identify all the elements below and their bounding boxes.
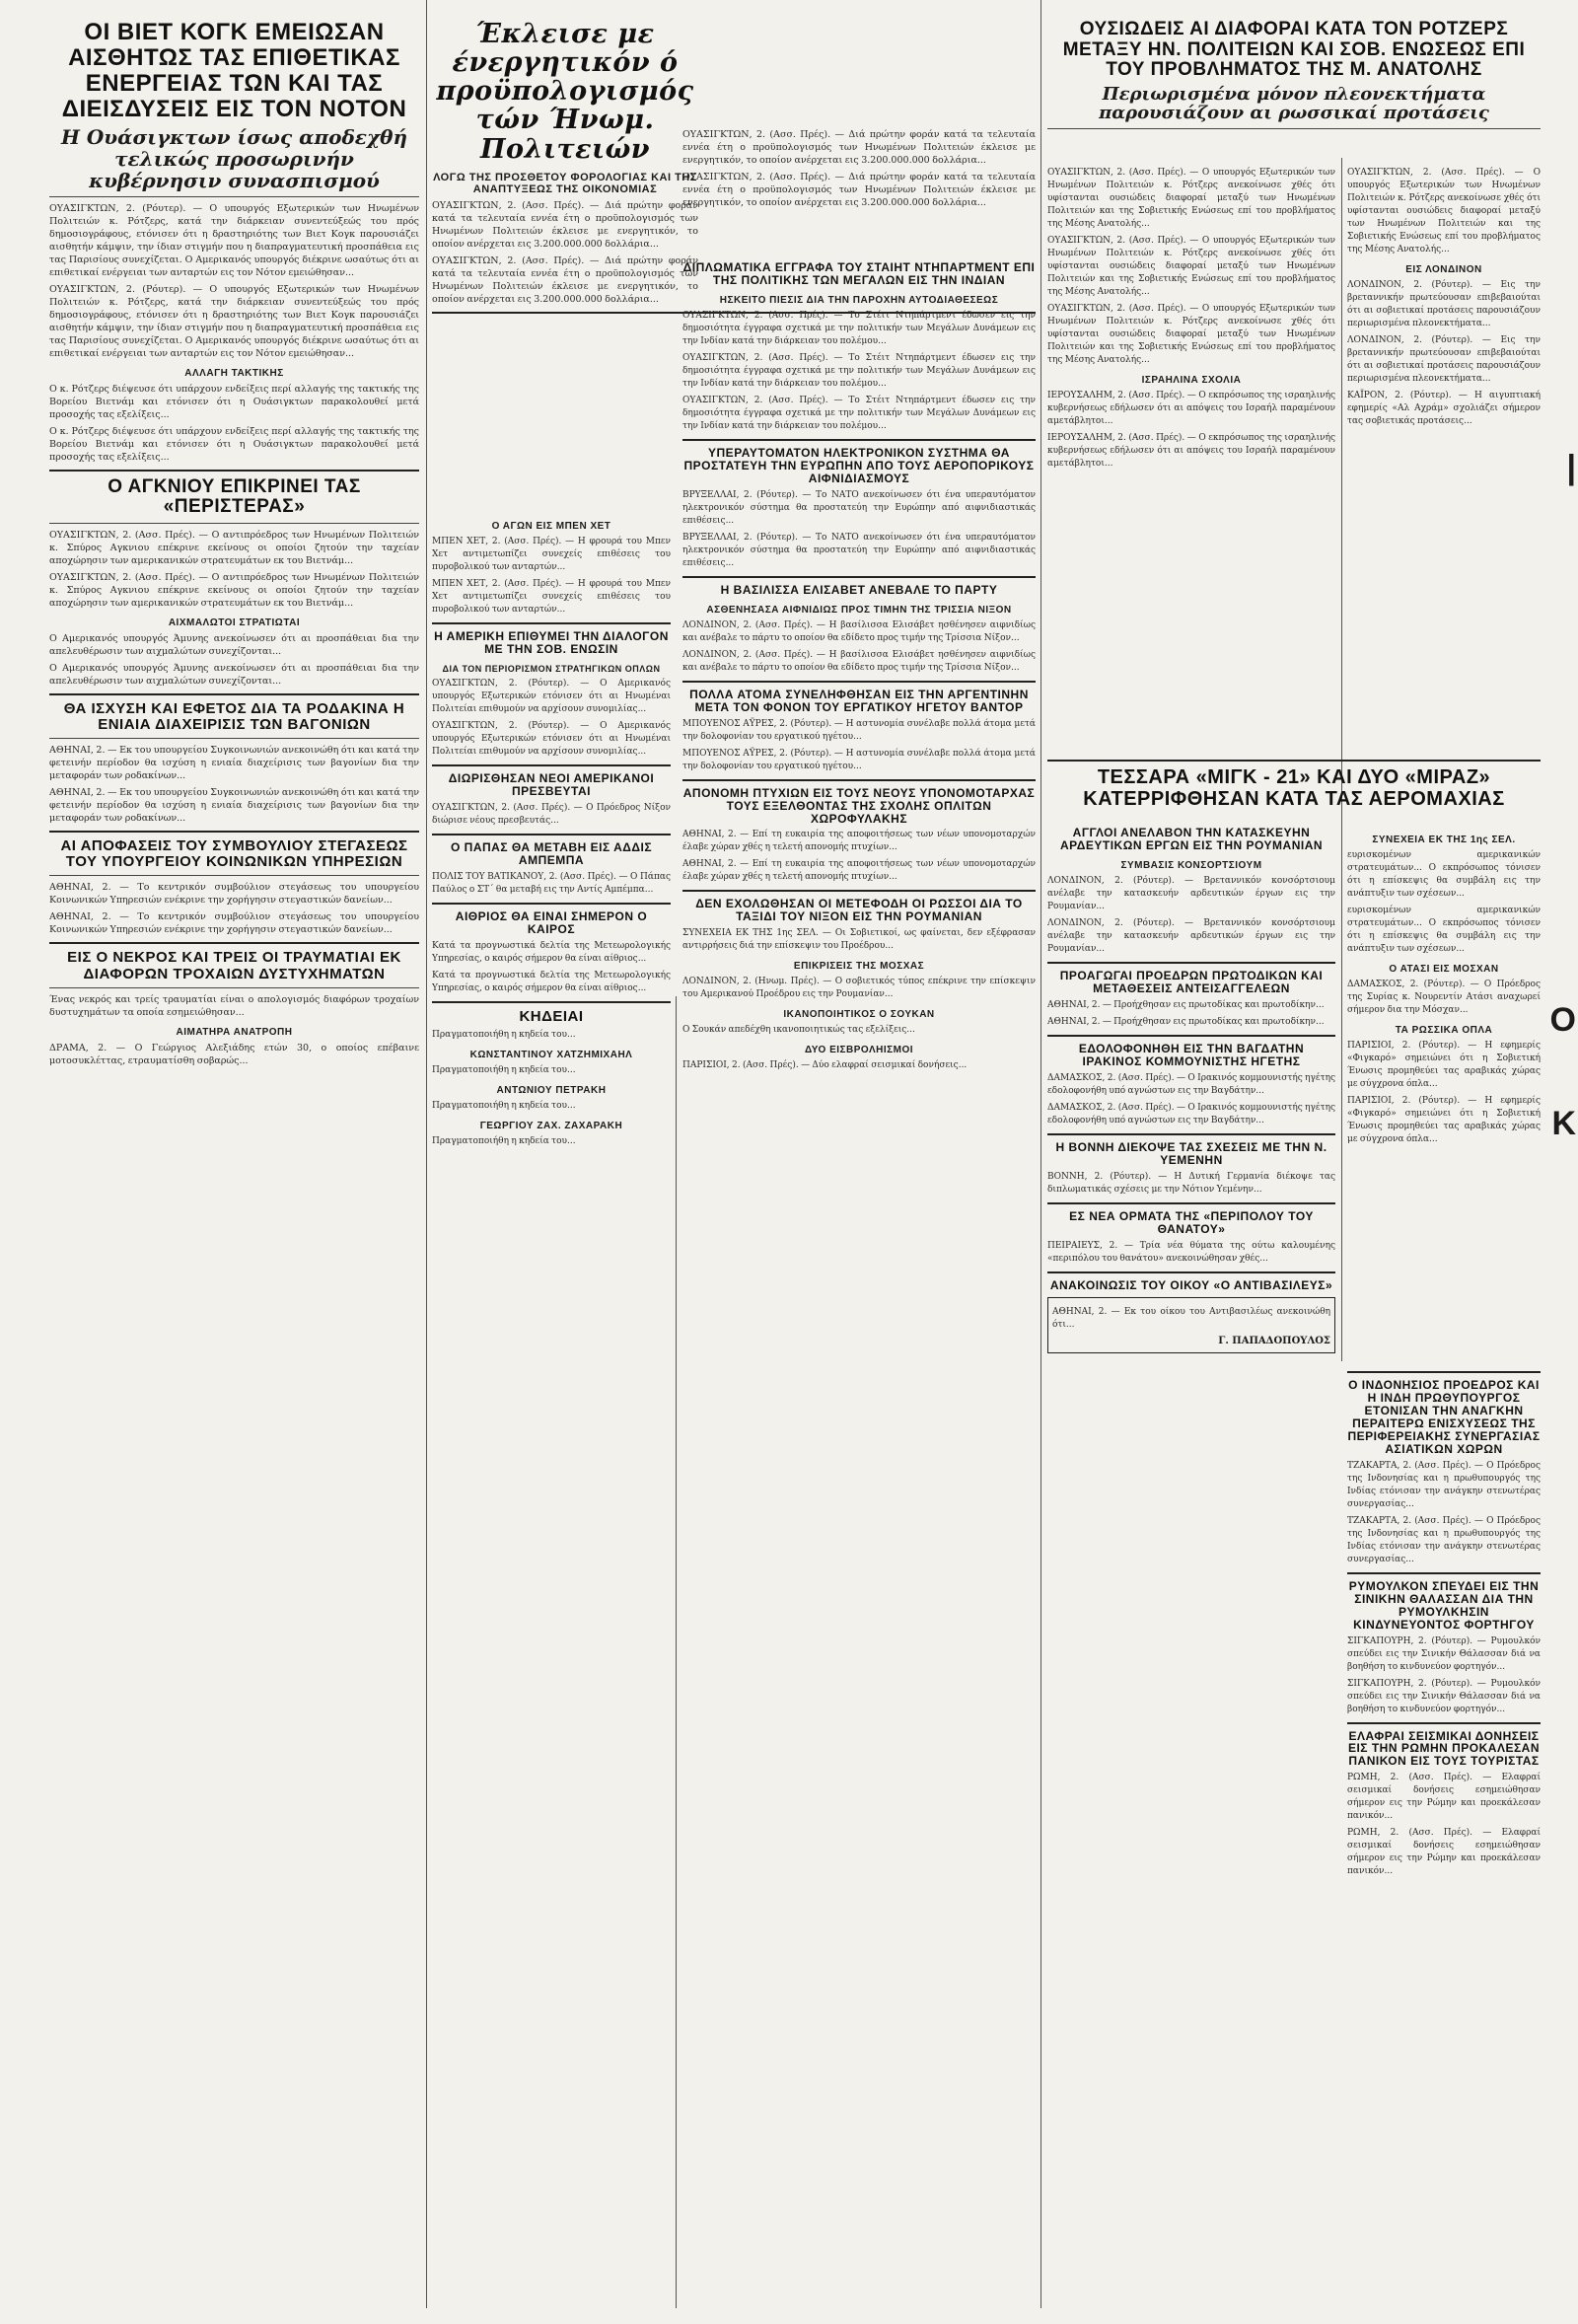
article-body: ΔΑΜΑΣΚΟΣ, 2. (Ασσ. Πρές). — Ο Ιρακινός κομμουνιστής ηγέτης εδολοφονήθη υπό αγνώστων εις την Βαγδάτην... <box>1047 1102 1335 1126</box>
article-body: ΣΙΓΚΑΠΟΥΡΗ, 2. (Ρόυτερ). — Ρυμουλκόν σπεύδει εις την Σινικήν Θάλασσαν διά να βοηθήση το κινδυνεύον φορτηγόν... <box>1347 1678 1541 1714</box>
article-body: ΒΡΥΞΕΛΛΑΙ, 2. (Ρόυτερ). — Το ΝΑΤΟ ανεκοίνωσεν ότι ένα υπεραυτόματον ηλεκτρονικόν σύστημα θα προστατεύη την Ευρώπην από αιφνιδιαστικάς επιθέσεις... <box>682 532 1036 568</box>
article-body: ΟΥΑΣΙΓΚΤΩΝ, 2. (Ασσ. Πρές). — Ο αντιπρόεδρος των Ηνωμένων Πολιτειών κ. Σπύρος Αγκνιου επέκρινε εκείνους οι οποίοι ζητούν την ταχείαν αποχώρησιν των αμερικανικών στρατευμάτων εκ του Βιετνάμ... <box>49 529 419 566</box>
article-body: ΟΥΑΣΙΓΚΤΩΝ, 2. (Ρόυτερ). — Ο υπουργός Εξωτερικών των Ηνωμένων Πολιτειών κ. Ρότζερς, κατά την διάρκειαν συνεντεύξεώς του πρός δημοσιογράφους, ετόνισεν ότι η δραστηριότης των Βιετ Κογκ παρουσιάζει αισθητήν κάμψιν, την ίδιαν στιγμήν που η διαπραγματευτική προσπάθεια εις τας Παρισίους συνεχίζεται. Ο Αμερικανός υπουργός διέκρινε ωσαύτως ότι αι επιθετικαί ενέργειαι των ανταρτών εις τον Νότον εμειώθησαν... <box>49 202 419 278</box>
article-body: ΛΟΝΔΙΝΟΝ, 2. (Ηνωμ. Πρές). — Ο σοβιετικός τύπος επέκρινε την επίσκεψιν του Αμερικανού Προέδρου εις την Ρουμανίαν... <box>682 977 1036 1000</box>
article-body: ΑΘΗΝΑΙ, 2. — Προήχθησαν εις πρωτοδίκας και πρωτοδίκην... <box>1047 999 1325 1010</box>
article-body: ΚΑΪΡΟΝ, 2. (Ρόυτερ). — Η αιγυπτιακή εφημερίς «Αλ Αχράμ» σχολιάζει σήμερον τας σοβιετικάς προτάσεις... <box>1347 391 1541 426</box>
article-body: ΙΕΡΟΥΣΑΛΗΜ, 2. (Ασσ. Πρές). — Ο εκπρόσωπος της ισραηλινής κυβερνήσεως εδήλωσεν ότι αι απόψεις του Ισραήλ παραμένουν αμετάβλητοι... <box>1047 433 1335 469</box>
divider <box>682 576 1036 578</box>
article-body: ΑΘΗΝΑΙ, 2. — Εκ του οίκου του Αντιβασιλέως ανεκοινώθη ότι... <box>1052 1307 1330 1331</box>
headline-russians-nixon: ΔΕΝ ΕΧΟΛΩΘΗΣΑΝ ΟΙ ΜΕΤΕΦΟΔΗ ΟΙ ΡΩΣΣΟΙ ΔΙΑ ΤΟ ΤΑΞΙΔΙ ΤΟΥ ΝΙΞΟΝ ΕΙΣ ΤΗΝ ΡΟΥΜΑΝΙΑΝ <box>695 897 1023 924</box>
divider <box>49 831 419 833</box>
headline-viet-kong: ΟΙ ΒΙΕΤ ΚΟΓΚ ΕΜΕΙΩΣΑΝ ΑΙΣΘΗΤΩΣ ΤΑΣ ΕΠΙΘΕΤΙΚΑΣ ΕΝΕΡΓΕΙΑΣ ΤΩΝ ΚΑΙ ΤΑΣ ΔΙΕΙΣΔΥΣΕΙΣ ΕΙΣ ΤΟΝ ΝΟΤΟΝ <box>61 20 407 122</box>
article-body: ΣΙΓΚΑΠΟΥΡΗ, 2. (Ρόυτερ). — Ρυμουλκόν σπεύδει εις την Σινικήν Θάλασσαν διά να βοηθήση το κινδυνεύον φορτηγόν... <box>1347 1635 1541 1672</box>
article-body: ΜΠΟΥΕΝΟΣ ΑΫΡΕΣ, 2. (Ρόυτερ). — Η αστυνομία συνέλαβε πολλά άτομα μετά την δολοφονίαν του εργατικού ηγέτου... <box>682 718 1036 742</box>
headline-deck: ΗΣΚΕΙΤΟ ΠΙΕΣΙΣ ΔΙΑ ΤΗΝ ΠΑΡΟΧΗΝ ΑΥΤΟΔΙΑΘΕΣΕΩΣ <box>719 294 999 306</box>
article-body: ΡΩΜΗ, 2. (Ασσ. Πρές). — Ελαφραί σεισμικαί δονήσεις εσημειώθησαν σήμερον εις την Ρώμην και προεκάλεσαν πανικόν... <box>1347 1773 1541 1822</box>
section-subhead: ΕΠΙΚΡΙΣΕΙΣ ΤΗΣ ΜΟΣΧΑΣ <box>793 961 925 973</box>
article-body: Κατά τα προγνωστικά δελτία της Μετεωρολογικής Υπηρεσίας, ο καιρός σήμερον θα είναι αίθριος... <box>432 940 671 964</box>
headline-regent-announcement: ΑΝΑΚΟΙΝΩΣΙΣ ΤΟΥ ΟΙΚΟΥ «Ο ΑΝΤΙΒΑΣΙΛΕΥΣ» <box>1049 1277 1333 1292</box>
article-body: ΟΥΑΣΙΓΚΤΩΝ, 2. (Ρόυτερ). — Ο Αμερικανός υπουργός Εξωτερικών ετόνισεν ότι αι Ηνωμέναι Πολιτείαι επιθυμούν να αρχίσουν συνομιλίας... <box>432 720 671 757</box>
article-body: ΣΥΝΕΧΕΙΑ ΕΚ ΤΗΣ 1ης ΣΕΛ. — Οι Σοβιετικοί, ως φαίνεται, δεν εξέφρασαν αντιρρήσεις διά την επίσκεψιν του Προέδρου... <box>682 928 1036 952</box>
article-body: ΛΟΝΔΙΝΟΝ, 2. (Ρόυτερ). — Εις την βρεταννικήν πρωτεύουσαν επιβεβαιούται ότι αι σοβιετικαί προτάσεις παρουσιάζουν περιωρισμένα πλεονεκτήματα... <box>1347 280 1541 328</box>
article-body: ΟΥΑΣΙΓΚΤΩΝ, 2. (Ασσ. Πρές). — Διά πρώτην φοράν κατά τα τελευταία εννέα έτη ο προϋπολογισμός των Ηνωμένων Πολιτειών έκλεισε με ενεργητικόν, το οποίον ανέρχεται εις 3.200.000.000 δολλάρια... <box>682 129 1036 166</box>
article-body: Πραγματοποιήθη η κηδεία του... <box>432 1029 576 1040</box>
column-2-lower <box>682 261 1036 2308</box>
divider <box>1047 962 1335 964</box>
article-body: ΜΠΕΝ ΧΕΤ, 2. (Ασσ. Πρές). — Η φρουρά του Μπεν Χετ αντιμετωπίζει συνεχείς επιθέσεις του πυροβολικού των ανταρτών... <box>432 579 671 615</box>
article-body: Ο Αμερικανός υπουργός Άμυνης ανεκοίνωσεν ότι αι προσπάθειαι δια την απελευθέρωσιν των αιχμαλώτων συνεχίζονται... <box>49 662 419 687</box>
divider <box>682 779 1036 781</box>
headline-peaches: ΘΑ ΙΣΧΥΣΗ ΚΑΙ ΕΦΕΤΟΣ ΔΙΑ ΤΑ ΡΟΔΑΚΙΝΑ Η ΕΝΙΑΙΑ ΔΙΑΧΕΙΡΙΣΙΣ ΤΩΝ ΒΑΓΟΝΙΩΝ <box>63 699 405 733</box>
headline-traffic-accidents: ΕΙΣ Ο ΝΕΚΡΟΣ ΚΑΙ ΤΡΕΙΣ ΟΙ ΤΡΑΥΜΑΤΙΑΙ ΕΚ ΔΙΑΦΟΡΩΝ ΤΡΟΧΑΙΩΝ ΔΥΣΤΥΧΗΜΑΤΩΝ <box>67 949 401 982</box>
article-body: ΔΑΜΑΣΚΟΣ, 2. (Ρόυτερ). — Ο Πρόεδρος της Συρίας κ. Νουρεντίν Ατάσι αναχωρεί σήμερον δια την Μόσχαν... <box>1347 980 1541 1015</box>
section-subhead: ΙΚΑΝΟΠΟΙΗΤΙΚΟΣ Ο ΣΟΥΚΑΝ <box>783 1009 935 1021</box>
divider <box>682 890 1036 892</box>
column-4-lower <box>1347 1371 1541 2308</box>
divider <box>49 693 419 695</box>
article-body: Ένας νεκρός και τρείς τραυματίαι είναι ο απολογισμός διαφόρων τροχαίων δυστυχημάτων τα οποία εσημειώθησαν... <box>49 993 419 1018</box>
article-body: ΜΠΕΝ ΧΕΤ, 2. (Ασσ. Πρές). — Η φρουρά του Μπεν Χετ αντιμετωπίζει συνεχείς επιθέσεις του πυροβολικού των ανταρτών... <box>432 537 671 572</box>
headline-new-ambassadors: ΔΙΩΡΙΣΘΗΣΑΝ ΝΕΟΙ ΑΜΕΡΙΚΑΝΟΙ ΠΡΕΣΒΕΥΤΑΙ <box>448 770 655 798</box>
headline-iraqi-communist: ΕΔΟΛΟΦΟΝΗΘΗ ΕΙΣ ΤΗΝ ΒΑΓΔΑΤΗΝ ΙΡΑΚΙΝΟΣ ΚΟΜΜΟΥΝΙΣΤΗΣ ΗΓΕΤΗΣ <box>1078 1041 1305 1068</box>
headline-gendarmerie: ΑΠΟΝΟΜΗ ΠΤΥΧΙΩΝ ΕΙΣ ΤΟΥΣ ΝΕΟΥΣ ΥΠΟΝΟΜΟΤΑΡΧΑΣ ΤΟΥΣ ΕΞΕΛΘΟΝΤΑΣ ΤΗΣ ΣΧΟΛΗΣ ΟΠΛΙΤΩΝ ΧΩΡΟΦΥΛΑΚΗΣ <box>682 785 1036 826</box>
headline-indonesia-india: Ο ΙΝΔΟΝΗΣΙΟΣ ΠΡΟΕΔΡΟΣ ΚΑΙ Η ΙΝΔΗ ΠΡΩΘΥΠΟΥΡΓΟΣ ΕΤΟΝΙΣΑΝ ΤΗΝ ΑΝΑΓΚΗΝ ΠΕΡΑΙΤΕΡΩ ΕΝΙΣΧΥΣΕΩΣ ΤΗΣ ΠΕΡΙΦΕΡΕΙΑΚΗΣ ΣΥΝΕΡΓΑΣΙΑΣ ΑΣΙΑΤΙΚΩΝ ΧΩΡΩΝ <box>1347 1378 1541 1456</box>
divider <box>1047 1035 1335 1037</box>
article-body: ΤΖΑΚΑΡΤΑ, 2. (Ασσ. Πρές). — Ο Πρόεδρος της Ινδονησίας και η πρωθυπουργός της Ινδίας ετόνισαν την ανάγκην στενωτέρας συνεργασίας... <box>1347 1515 1541 1564</box>
headline-english-irrigation: ΑΓΓΛΟΙ ΑΝΕΛΑΒΟΝ ΤΗΝ ΚΑΤΑΣΚΕΥΗΝ ΑΡΔΕΥΤΙΚΩΝ ΕΡΓΩΝ ΕΙΣ ΤΗΝ ΡΟΥΜΑΝΙΑΝ <box>1059 827 1324 852</box>
divider <box>49 470 419 472</box>
column-3-lower-right <box>1347 827 1541 1359</box>
article-body: ΟΥΑΣΙΓΚΤΩΝ, 2. (Ρόυτερ). — Ο υπουργός Εξωτερικών των Ηνωμένων Πολιτειών κ. Ρότζερς, κατά την διάρκειαν συνεντεύξεώς του πρός δημοσιογράφους, ετόνισεν ότι η δραστηριότης των Βιετ Κογκ παρουσιάζει αισθητήν κάμψιν, την ίδιαν στιγμήν που η διαπραγματευτική προσπάθεια εις τας Παρισίους συνεχίζεται. Ο Αμερικανός υπουργός διέκρινε ωσαύτως ότι αι επιθετικαί ενέργειαι των ανταρτών εις τον Νότον εμειώθησαν... <box>49 283 419 359</box>
subheadline-soviet-proposals: Περιωρισμένα μόνον πλεονεκτήματα παρουσιάζουν αι ρωσσικαί προτάσεις <box>1099 83 1489 124</box>
section-subhead: ΑΙΜΑΤΗΡΑ ΑΝΑΤΡΟΠΗ <box>176 1026 293 1038</box>
article-body: Ο κ. Ρότζερς διέψευσε ότι υπάρχουν ενδείξεις περί αλλαγής της τακτικής της Βορείου Βιετνάμ και ετόνισεν ότι η Ουάσιγκτων παρακολουθεί μετά προσοχής τας εξελίξεις... <box>49 425 419 463</box>
headline-bonn-yemen: Η ΒΟΝΝΗ ΔΙΕΚΟΨΕ ΤΑΣ ΣΧΕΣΕΙΣ ΜΕ ΤΗΝ Ν. ΥΕΜΕΝΗΝ <box>1055 1139 1327 1167</box>
article-body: ευρισκομένων αμερικανικών στρατευμάτων... Ο εκπρόσωπος τόνισεν ότι η επίσκεψις θα συμβάλη εις την ανάπτυξιν των σχέσεων... <box>1347 906 1541 954</box>
article-body: Πραγματοποιήθη η κηδεία του... <box>432 1135 576 1146</box>
headline-deck: ΔΙΑ ΤΟΝ ΠΕΡΙΟΡΙΣΜΟΝ ΣΤΡΑΤΗΓΙΚΩΝ ΟΠΛΩΝ <box>442 663 661 674</box>
article-body: ΟΥΑΣΙΓΚΤΩΝ, 2. (Ασσ. Πρές). — Ο υπουργός Εξωτερικών των Ηνωμένων Πολιτειών κ. Ρότζερς ανεκοίνωσε χθές ότι υφίστανται ουσιώδεις διαφοραί μεταξύ των Ηνωμένων Πολιτειών και της Σοβιετικής Ενώσεως επί του προβλήματος της Μέσης Ανατολής... <box>1047 168 1335 229</box>
article-body: ΑΘΗΝΑΙ, 2. — Εκ του υπουργείου Συγκοινωνιών ανεκοινώθη ότι και κατά την φετεινήν περίοδον θα ισχύση η ενιαία διαχείρισις των βαγονίων δια την μεταφοράν των ροδακίνων... <box>49 787 419 825</box>
column-divider <box>1040 0 1041 2308</box>
article-body: ΟΥΑΣΙΓΚΤΩΝ, 2. (Ασσ. Πρές). — Ο υπουργός Εξωτερικών των Ηνωμένων Πολιτειών κ. Ρότζερς ανεκοίνωσε χθές ότι υφίστανται ουσιώδεις διαφοραί μεταξύ των Ηνωμένων Πολιτειών και της Σοβιετικής Ενώσεως επί του προβλήματος της Μέσης Ανατολής... <box>1047 304 1335 365</box>
funeral-name: ΚΩΝΣΤΑΝΤΙΝΟΥ ΧΑΤΖΗΜΙΧΑΗΛ <box>469 1049 633 1060</box>
column-3-lower-left <box>1047 827 1335 2306</box>
section-subhead: Ο ΑΓΩΝ ΕΙΣ ΜΠΕΝ ΧΕΤ <box>491 521 611 532</box>
article-body: ΑΘΗΝΑΙ, 2. — Επί τη ευκαιρία της αποφοιτήσεως των νέων υπονομοταρχών έλαβε χώραν χθές η τελετή απονομής πτυχίων... <box>682 859 1036 883</box>
article-body: Κατά τα προγνωστικά δελτία της Μετεωρολογικής Υπηρεσίας, ο καιρός σήμερον θα είναι αίθριος... <box>432 970 671 993</box>
article-body: ΑΘΗΝΑΙ, 2. — Προήχθησαν εις πρωτοδίκας και πρωτοδίκην... <box>1047 1016 1325 1027</box>
funeral-name: ΑΝΤΩΝΙΟΥ ΠΕΤΡΑΚΗ <box>496 1084 607 1096</box>
article-body: ΛΟΝΔΙΝΟΝ, 2. (Ρόυτερ). — Βρεταννικόν κονσόρτσιουμ ανέλαβε την κατασκευήν αρδευτικών έργων εις την Ρουμανίαν... <box>1047 875 1335 911</box>
article-body: ΑΘΗΝΑΙ, 2. — Το κεντρικόν συμβούλιον στεγάσεως του υπουργείου Κοινωνικών Υπηρεσιών ενέκρινε την χορήγησιν στεγαστικών δανείων... <box>49 911 419 936</box>
divider <box>49 196 419 197</box>
divider <box>1347 1722 1541 1724</box>
headline-deck: ΣΥΜΒΑΣΙΣ ΚΟΝΣΟΡΤΣΙΟΥΜ <box>1120 859 1262 871</box>
headline-promotions: ΠΡΟΑΓΩΓΑΙ ΠΡΟΕΔΡΩΝ ΠΡΩΤΟΔΙΚΩΝ ΚΑΙ ΜΕΤΑΘΕΣΕΙΣ ΑΝΤΕΙΣΑΓΓΕΛΕΩΝ <box>1059 968 1324 995</box>
byline: Γ. ΠΑΠΑΔΟΠΟΥΛΟΣ <box>1218 1336 1330 1347</box>
article-body: ΟΥΑΣΙΓΚΤΩΝ, 2. (Ασσ. Πρές). — Ο αντιπρόεδρος των Ηνωμένων Πολιτειών κ. Σπύρος Αγκνιου επέκρινε εκείνους οι οποίοι ζητούν την ταχείαν αποχώρησιν των αμερικανικών στρατευμάτων εκ του Βιετνάμ... <box>49 571 419 609</box>
article-body: ΠΑΡΙΣΙΟΙ, 2. (Ασσ. Πρές). — Δύο ελαφραί σεισμικαί δονήσεις... <box>682 1060 968 1071</box>
headline-deck: ΛΟΓΩ ΤΗΣ ΠΡΟΣΘΕΤΟΥ ΦΟΡΟΛΟΓΙΑΣ ΚΑΙ ΤΗΣ ΑΝΑΠΤΥΞΕΩΣ ΤΗΣ ΟΙΚΟΝΟΜΙΑΣ <box>433 171 697 195</box>
headline-rome-earthquake: ΕΛΑΦΡΑΙ ΣΕΙΣΜΙΚΑΙ ΔΟΝΗΣΕΙΣ ΕΙΣ ΤΗΝ ΡΩΜΗΝ ΠΡΟΚΑΛΕΣΑΝ ΠΑΝΙΚΟΝ ΕΙΣ ΤΟΥΣ ΤΟΥΡΙΣΤΑΣ <box>1347 1728 1541 1769</box>
headline-migs-mirages: ΤΕΣΣΑΡΑ «ΜΙΓΚ - 21» ΚΑΙ ΔΥΟ «ΜΙΡΑΖ» ΚΑΤΕΡΡΙΦΘΗΣΑΝ ΚΑΤΑ ΤΑΣ ΑΕΡΟΜΑΧΙΑΣ <box>1083 766 1505 810</box>
block-migs <box>1047 760 1541 819</box>
divider <box>1047 760 1541 762</box>
article-body: Ο κ. Ρότζερς διέψευσε ότι υπάρχουν ενδείξεις περί αλλαγής της τακτικής της Βορείου Βιετνάμ και ετόνισεν ότι η Ουάσιγκτων παρακολουθεί μετά προσοχής τας εξελίξεις... <box>49 383 419 420</box>
article-body: ΟΥΑΣΙΓΚΤΩΝ, 2. (Ασσ. Πρές). — Ο υπουργός Εξωτερικών των Ηνωμένων Πολιτειών κ. Ρότζερς ανεκοίνωσε χθές ότι υφίστανται ουσιώδεις διαφοραί μεταξύ των Ηνωμένων Πολιτειών και της Σοβιετικής Ενώσεως επί του προβλήματος της Μέσης Ανατολής... <box>1047 236 1335 297</box>
article-body: ΑΘΗΝΑΙ, 2. — Το κεντρικόν συμβούλιον στεγάσεως του υπουργείου Κοινωνικών Υπηρεσιών ενέκρινε την χορήγησιν στεγαστικών δανείων... <box>49 882 419 907</box>
article-body: ΟΥΑΣΙΓΚΤΩΝ, 2. (Ασσ. Πρές). — Διά πρώτην φοράν κατά τα τελευταία εννέα έτη ο προϋπολογισμός των Ηνωμένων Πολιτειών έκλεισε με ενεργητικόν, το οποίον ανέρχεται εις 3.200.000.000 δολλάρια... <box>682 172 1036 208</box>
headline-queen-elizabeth: Η ΒΑΣΙΛΙΣΣΑ ΕΛΙΣΑΒΕΤ ΑΝΕΒΑΛΕ ΤΟ ΠΑΡΤΥ <box>720 582 998 597</box>
headline-us-budget: Έκλεισε με ένεργητικόν ό προϋπολογισμός τών Ήνωμ. Πολιτειών <box>436 20 694 165</box>
article-body: ΔΑΜΑΣΚΟΣ, 2. (Ασσ. Πρές). — Ο Ιρακινός κομμουνιστής ηγέτης εδολοφονήθη υπό αγνώστων εις την Βαγδάτην... <box>1047 1072 1335 1096</box>
column-divider <box>426 0 427 2308</box>
section-subhead: Ο ΑΤΑΣΙ ΕΙΣ ΜΟΣΧΑΝ <box>1389 964 1499 975</box>
section-subhead: ΑΛΛΑΓΗ ΤΑΚΤΙΚΗΣ <box>184 367 284 379</box>
funeral-name: ΓΕΩΡΓΙΟΥ ΖΑΧ. ΖΑΧΑΡΑΚΗ <box>479 1120 623 1131</box>
trimmed-edge-letter: | <box>1566 449 1576 486</box>
divider <box>49 987 419 988</box>
divider <box>1347 1572 1541 1574</box>
section-subhead: ΤΑ ΡΩΣΣΙΚΑ ΟΠΛΑ <box>1395 1025 1493 1036</box>
section-subhead: ΙΣΡΑΗΛΙΝΑ ΣΧΟΛΙΑ <box>1141 375 1242 386</box>
headline-death-patrol: ΕΣ ΝΕΑ ΟΡΜΑΤΑ ΤΗΣ «ΠΕΡΙΠΟΛΟΥ ΤΟΥ ΘΑΝΑΤΟΥ» <box>1069 1208 1314 1236</box>
column-1 <box>49 20 419 2308</box>
article-body: Ο Σουκάν απεδέχθη ικανοποιητικώς τας εξελίξεις... <box>682 1025 915 1036</box>
article-body: ΠΟΛΙΣ ΤΟΥ ΒΑΤΙΚΑΝΟΥ, 2. (Ασσ. Πρές). — Ο Πάπας Παύλος ο ΣΤ΄ θα μεταβή εις την Αντίς Αμπέμπα... <box>432 871 671 895</box>
divider <box>1347 1371 1541 1373</box>
divider <box>1047 128 1541 129</box>
section-subhead: ΔΥΟ ΕΙΣΒΡΟΛΗΙΣΜΟΙ <box>804 1045 914 1056</box>
headline-weather: ΑΙΘΡΙΟΣ ΘΑ ΕΙΝΑΙ ΣΗΜΕΡΟΝ Ο ΚΑΙΡΟΣ <box>455 908 648 936</box>
divider <box>1047 1202 1335 1204</box>
trimmed-edge-letter: K <box>1551 1105 1576 1142</box>
headline-pope: Ο ΠΑΠΑΣ ΘΑ ΜΕΤΑΒΗ ΕΙΣ ΑΔΔΙΣ ΑΜΠΕΜΠΑ <box>450 839 653 867</box>
section-subhead: ΑΙΧΜΑΛΩΤΟΙ ΣΤΡΑΤΙΩΤΑΙ <box>168 617 301 628</box>
article-body: ΟΥΑΣΙΓΚΤΩΝ, 2. (Ρόυτερ). — Ο Αμερικανός υπουργός Εξωτερικών ετόνισεν ότι αι Ηνωμέναι Πολιτείαι επιθυμούν να αρχίσουν συνομιλίας... <box>432 678 671 714</box>
article-body: ΒΡΥΞΕΛΛΑΙ, 2. (Ρόυτερ). — Το ΝΑΤΟ ανεκοίνωσεν ότι ένα υπεραυτόματον ηλεκτρονικόν σύστημα θα προστατεύη την Ευρώπην από αιφνιδιαστικάς επιθέσεις... <box>682 489 1036 526</box>
article-body: ΟΥΑΣΙΓΚΤΩΝ, 2. (Ασσ. Πρές). — Διά πρώτην φοράν κατά τα τελευταία εννέα έτη ο προϋπολογισμός των Ηνωμένων Πολιτειών έκλεισε με ενεργητικόν, το οποίον ανέρχεται εις 3.200.000.000 δολλάρια... <box>432 199 698 250</box>
article-body: ΠΑΡΙΣΙΟΙ, 2. (Ρόυτερ). — Η εφημερίς «Φιγκαρό» σημειώνει ότι η Σοβιετική Ένωσις προμηθεύει τας αραβικάς χώρας με σύγχρονα όπλα... <box>1347 1096 1541 1144</box>
headline-funerals: ΚΗΔΕΙΑΙ <box>519 1007 584 1025</box>
article-body: ΟΥΑΣΙΓΚΤΩΝ, 2. (Ασσ. Πρές). — Διά πρώτην φοράν κατά τα τελευταία εννέα έτη ο προϋπολογισμός των Ηνωμένων Πολιτειών έκλεισε με ενεργητικόν, το οποίον ανέρχεται εις 3.200.000.000 δολλάρια... <box>432 254 698 305</box>
headline-state-department: ΔΙΠΛΩΜΑΤΙΚΑ ΕΓΓΡΑΦΑ ΤΟΥ ΣΤΑΙΗΤ ΝΤΗΠΑΡΤΜΕΝΤ ΕΠΙ ΤΗΣ ΠΟΛΙΤΙΚΗΣ ΤΩΝ ΜΕΓΑΛΩΝ ΕΙΣ ΤΗΝ ΙΝΔΙΑΝ <box>682 261 1036 287</box>
column-3-right <box>1347 163 1541 794</box>
divider <box>49 875 419 876</box>
article-body: ΤΖΑΚΑΡΤΑ, 2. (Ασσ. Πρές). — Ο Πρόεδρος της Ινδονησίας και η πρωθυπουργός της Ινδίας ετόνισαν την ανάγκην στενωτέρας συνεργασίας... <box>1347 1460 1541 1509</box>
article-body: ΒΟΝΝΗ, 2. (Ρόυτερ). — Η Δυτική Γερμανία διέκοψε τας διπλωματικάς σχέσεις με την Νότιον Υεμένην... <box>1047 1171 1335 1195</box>
notice-box <box>1047 1297 1335 1353</box>
article-body: Πραγματοποιήθη η κηδεία του... <box>432 1100 576 1111</box>
article-body: ΟΥΑΣΙΓΚΤΩΝ, 2. (Ασσ. Πρές). — Το Στέιτ Ντηπάρτμεντ έδωσεν εις την δημοσιότητα έγγραφα σχετικά με την πολιτικήν των Μεγάλων Δυνάμεων εις την Ινδίαν κατά την διάρκειαν του πολέμου... <box>682 352 1036 389</box>
headline-dialogue-ussr: Η ΑΜΕΡΙΚΗ ΕΠΙΘΥΜΕΙ ΤΗΝ ΔΙΑΛΟΓΟΝ ΜΕ ΤΗΝ ΣΟΒ. ΕΝΩΣΙΝ <box>434 629 669 656</box>
headline-housing-council: ΑΙ ΑΠΟΦΑΣΕΙΣ ΤΟΥ ΣΥΜΒΟΥΛΙΟΥ ΣΤΕΓΑΣΕΩΣ ΤΟΥ ΥΠΟΥΡΓΕΙΟΥ ΚΟΙΝΩΝΙΚΩΝ ΥΠΗΡΕΣΙΩΝ <box>60 837 408 871</box>
divider <box>682 681 1036 683</box>
headline-rogers: ΟΥΣΙΩΔΕΙΣ ΑΙ ΔΙΑΦΟΡΑΙ ΚΑΤΑ ΤΟΝ ΡΟΤΖΕΡΣ ΜΕΤΑΞΥ ΗΝ. ΠΟΛΙΤΕΙΩΝ ΚΑΙ ΣΟΒ. ΕΝΩΣΕΩΣ ΕΠΙ ΤΟΥ ΠΡΟΒΛΗΜΑΤΟΣ ΤΗΣ Μ. ΑΝΑΤΟΛΗΣ <box>1062 20 1526 81</box>
column-3-left <box>1047 163 1335 794</box>
article-body: ΡΩΜΗ, 2. (Ασσ. Πρές). — Ελαφραί σεισμικαί δονήσεις εσημειώθησαν σήμερον εις την Ρώμην και προεκάλεσαν πανικόν... <box>1347 1828 1541 1877</box>
headline-agnew: Ο ΑΓΚΝΙΟΥ ΕΠΙΚΡΙΝΕΙ ΤΑΣ «ΠΕΡΙΣΤΕΡΑΣ» <box>108 475 361 518</box>
article-body: ΛΟΝΔΙΝΟΝ, 2. (Ρόυτερ). — Εις την βρεταννικήν πρωτεύουσαν επιβεβαιούται ότι αι σοβιετικαί προτάσεις παρουσιάζουν περιωρισμένα πλεονεκτήματα... <box>1347 335 1541 384</box>
article-body: Ο Αμερικανός υπουργός Άμυνης ανεκοίνωσεν ότι αι προσπάθειαι δια την απελευθέρωσιν των αιχμαλώτων συνεχίζονται... <box>49 632 419 657</box>
article-body: ΠΕΙΡΑΙΕΥΣ, 2. — Τρία νέα θύματα της ούτω καλουμένης «περιπόλου του θανάτου» ανεκοινώθησαν χθές... <box>1047 1240 1335 1264</box>
article-body: ΙΕΡΟΥΣΑΛΗΜ, 2. (Ασσ. Πρές). — Ο εκπρόσωπος της ισραηλινής κυβερνήσεως εδήλωσεν ότι αι απόψεις του Ισραήλ παραμένουν αμετάβλητοι... <box>1047 391 1335 426</box>
divider <box>49 942 419 944</box>
article-body: Πραγματοποιήθη η κηδεία του... <box>432 1064 576 1075</box>
article-body: ευρισκομένων αμερικανικών στρατευμάτων... Ο εκπρόσωπος τόνισεν ότι η επίσκεψις θα συμβάλη εις την ανάπτυξιν των σχέσεων... <box>1347 850 1541 899</box>
article-body: ΛΟΝΔΙΝΟΝ, 2. (Ασσ. Πρές). — Η βασίλισσα Ελισάβετ ησθένησεν αιφνιδίως και ανέβαλε το πάρτυ το οποίον θα εδίδετο προς τιμήν της Τρίσσια Νίξον... <box>682 619 1036 643</box>
trimmed-edge-letter: O <box>1549 1001 1576 1039</box>
headline-nato-system: ΥΠΕΡΑΥΤΟΜΑΤΟΝ ΗΛΕΚΤΡΟΝΙΚΟΝ ΣΥΣΤΗΜΑ ΘΑ ΠΡΟΣΤΑΤΕΥΗ ΤΗΝ ΕΥΡΩΠΗΝ ΑΠΟ ΤΟΥΣ ΑΕΡΟΠΟΡΙΚΟΥΣ ΑΙΦΝΙΔΙΑΣΜΟΥΣ <box>683 445 1035 485</box>
article-body: ΔΡΑΜΑ, 2. — Ο Γεώργιος Αλεξιάδης ετών 30, ο οποίος επέβαινε μοτοσυκλέττας, ετραυματίσθη σοβαρώς... <box>49 1042 419 1066</box>
article-body: ΜΠΟΥΕΝΟΣ ΑΫΡΕΣ, 2. (Ρόυτερ). — Η αστυνομία συνέλαβε πολλά άτομα μετά την δολοφονίαν του εργατικού ηγέτου... <box>682 748 1036 771</box>
divider <box>49 738 419 739</box>
article-body: ΟΥΑΣΙΓΚΤΩΝ, 2. (Ασσ. Πρές). — Ο υπουργός Εξωτερικών των Ηνωμένων Πολιτειών κ. Ρότζερς ανεκοίνωσε χθές ότι υφίστανται ουσιώδεις διαφοραί μεταξύ των Ηνωμένων Πολιτειών και της Σοβιετικής Ενώσεως επί του προβλήματος της Μέσης Ανατολής... <box>1347 168 1541 254</box>
article-body: ΑΘΗΝΑΙ, 2. — Εκ του υπουργείου Συγκοινωνιών ανεκοινώθη ότι και κατά την φετεινήν περίοδον θα ισχύση η ενιαία διαχείρισις των βαγονίων δια την μεταφοράν των ροδακίνων... <box>49 745 419 782</box>
headline-tugboat: ΡΥΜΟΥΛΚΟΝ ΣΠΕΥΔΕΙ ΕΙΣ ΤΗΝ ΣΙΝΙΚΗΝ ΘΑΛΑΣΣΑΝ ΔΙΑ ΤΗΝ ΡΥΜΟΥΛΚΗΣΙΝ ΚΙΝΔΥΝΕΥΟΝΤΟΣ ΦΟΡΤΗΓΟΥ <box>1348 1578 1540 1632</box>
divider <box>1047 1133 1335 1135</box>
headline-deck: ΑΣΘΕΝΗΣΑΣΑ ΑΙΦΝΙΔΙΩΣ ΠΡΟΣ ΤΙΜΗΝ ΤΗΣ ΤΡΙΣΣΙΑ ΝΙΞΟΝ <box>706 604 1012 616</box>
divider <box>1047 1271 1335 1273</box>
article-body: ΛΟΝΔΙΝΟΝ, 2. (Ρόυτερ). — Βρεταννικόν κονσόρτσιουμ ανέλαβε την κατασκευήν αρδευτικών έργων εις την Ρουμανίαν... <box>1047 917 1335 954</box>
article-body: ΠΑΡΙΣΙΟΙ, 2. (Ρόυτερ). — Η εφημερίς «Φιγκαρό» σημειώνει ότι η Σοβιετική Ένωσις προμηθεύει τας αραβικάς χώρας με σύγχρονα όπλα... <box>1347 1041 1541 1089</box>
subheadline-washington: Η Ουάσιγκτων ίσως αποδεχθή τελικώς προσωρινήν κυβέρνησιν συνασπισμού <box>60 124 407 192</box>
divider <box>682 439 1036 441</box>
article-body: ΟΥΑΣΙΓΚΤΩΝ, 2. (Ασσ. Πρές). — Το Στέιτ Ντηπάρτμεντ έδωσεν εις την δημοσιότητα έγγραφα σχετικά με την πολιτικήν των Μεγάλων Δυνάμεων εις την Ινδίαν κατά την διάρκειαν του πολέμου... <box>682 395 1036 431</box>
headline-argentina: ΠΟΛΛΑ ΑΤΟΜΑ ΣΥΝΕΛΗΦΘΗΣΑΝ ΕΙΣ ΤΗΝ ΑΡΓΕΝΤΙΝΗΝ ΜΕΤΑ ΤΟΝ ΦΟΝΟΝ ΤΟΥ ΕΡΓΑΤΙΚΟΥ ΗΓΕΤΟΥ ΒΑΝΤΟΡ <box>689 687 1029 714</box>
article-body: ΟΥΑΣΙΓΚΤΩΝ, 2. (Ασσ. Πρές). — Το Στέιτ Ντηπάρτμεντ έδωσεν εις την δημοσιότητα έγγραφα σχετικά με την πολιτικήν των Μεγάλων Δυνάμεων εις την Ινδίαν κατά την διάρκειαν του πολέμου... <box>682 310 1036 346</box>
continuation-label: ΣΥΝΕΧΕΙΑ ΕΚ ΤΗΣ 1ης ΣΕΛ. <box>1372 835 1516 845</box>
article-body: ΛΟΝΔΙΝΟΝ, 2. (Ασσ. Πρές). — Η βασίλισσα Ελισάβετ ησθένησεν αιφνιδίως και ανέβαλε το πάρτυ το οποίον θα εδίδετο προς τιμήν της Τρίσσια Νίξον... <box>682 649 1036 673</box>
section-subhead: ΕΙΣ ΛΟΝΔΙΝΟΝ <box>1405 264 1482 275</box>
article-body: ΟΥΑΣΙΓΚΤΩΝ, 2. (Ασσ. Πρές). — Ο Πρόεδρος Νίξον διώρισε νέους πρεσβευτάς... <box>432 802 671 826</box>
article-body: ΑΘΗΝΑΙ, 2. — Επί τη ευκαιρία της αποφοιτήσεως των νέων υπονομοταρχών έλαβε χώραν χθές η τελετή απονομής πτυχίων... <box>682 830 1036 853</box>
divider <box>49 523 419 524</box>
